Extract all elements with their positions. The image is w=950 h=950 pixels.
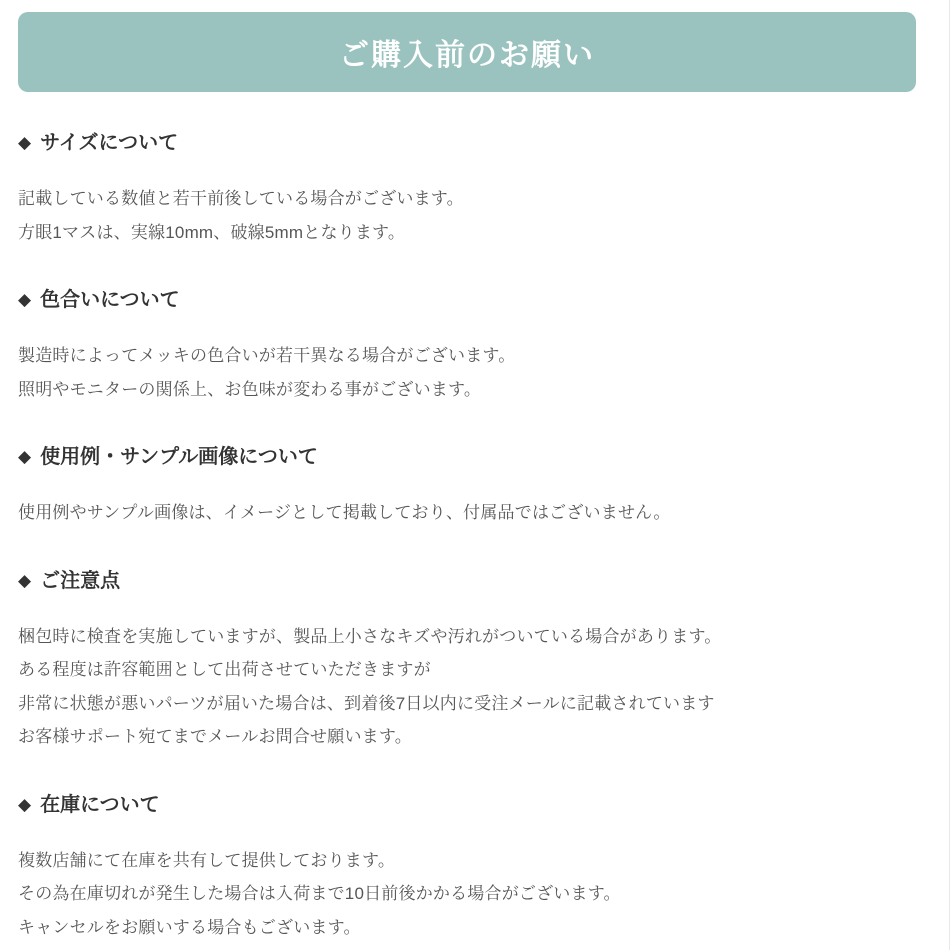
section-body (18, 620, 916, 754)
body-line: 使用例やサンプル画像は、イメージとして掲載しており、付属品ではございません。 (18, 503, 671, 522)
section-stock (18, 790, 916, 945)
section-heading-label: サイズについて (40, 132, 179, 154)
section-cautions (18, 566, 916, 754)
body-line: 方眼1マスは、実線10mm、破線5mmとなります。 (18, 222, 406, 242)
body-line: 非常に状態が悪いパーツが届いた場合は、到着後7日以内に受注メールに記載されています (18, 693, 715, 713)
body-line: その為在庫切れが発生した場合は入荷まで10日前後かかる場合がございます。 (18, 884, 621, 903)
section-heading-label: 使用例・サンプル画像について (40, 446, 318, 468)
section-heading-label: 在庫について (40, 793, 160, 816)
body-line: 照明やモニターの関係上、お色味が変わる事がございます。 (18, 379, 482, 399)
body-line: 製造時によってメッキの色合いが若干異なる場合がございます。 (18, 346, 516, 365)
section-heading (18, 442, 916, 472)
section-heading (18, 566, 916, 596)
section-body (18, 339, 916, 406)
section-heading (18, 790, 916, 820)
diamond-bullet-icon: ◆ (18, 447, 32, 466)
section-color (18, 285, 916, 406)
diamond-bullet-icon: ◆ (18, 133, 32, 152)
body-line: 梱包時に検査を実施していますが、製品上小さなキズや汚れがついている場合があります。 (18, 626, 722, 646)
page-title-banner (18, 12, 916, 92)
diamond-bullet-icon: ◆ (18, 570, 32, 590)
body-line: お客様サポート宛てまでメールお問合せ願います。 (18, 727, 412, 746)
notice-content (0, 128, 949, 944)
body-line: 記載している数値と若干前後している場合がございます。 (18, 189, 464, 208)
section-sample-images (18, 442, 916, 530)
section-body (18, 496, 916, 530)
section-heading (18, 285, 916, 315)
body-line: キャンセルをお願いする場合もございます。 (18, 917, 361, 937)
section-heading-label: ご注意点 (40, 569, 121, 592)
section-heading (18, 128, 916, 158)
body-line: ある程度は許容範囲として出荷させていただきますが (18, 660, 431, 679)
diamond-bullet-icon: ◆ (18, 290, 32, 309)
section-heading-label: 色合いについて (40, 289, 180, 311)
diamond-bullet-icon: ◆ (18, 794, 32, 814)
page-title: ご購入前のお願い (339, 39, 595, 72)
section-body (18, 844, 916, 945)
section-body (18, 182, 916, 249)
section-size (18, 128, 916, 249)
body-line: 複数店舗にて在庫を共有して提供しております。 (18, 850, 396, 870)
